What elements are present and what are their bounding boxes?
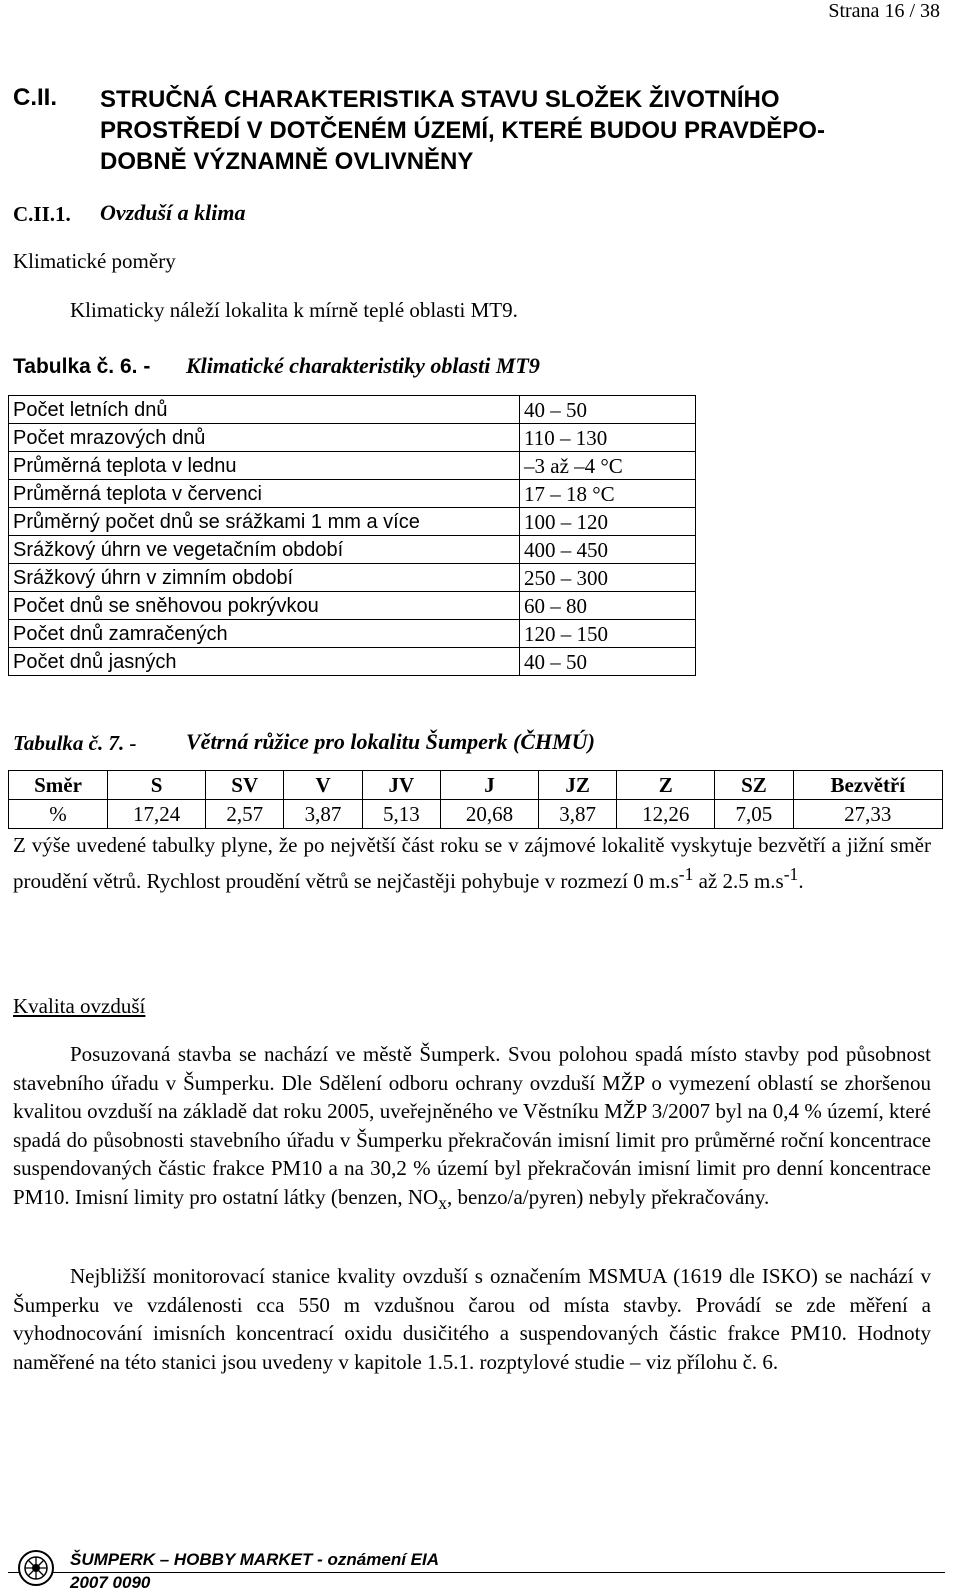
superscript: -1 — [678, 863, 694, 884]
row-value: 110 – 130 — [520, 424, 696, 452]
row-value: 40 – 50 — [520, 648, 696, 676]
row-label: Počet mrazových dnů — [9, 424, 520, 452]
wind-header-cell: S — [108, 771, 206, 800]
row-label: Počet letních dnů — [9, 396, 520, 424]
row-label: Srážkový úhrn v zimním období — [9, 564, 520, 592]
superscript: -1 — [783, 863, 799, 884]
footer-title: ŠUMPERK – HOBBY MARKET - oznámení EIA — [70, 1550, 440, 1569]
wind-header-cell: Z — [617, 771, 715, 800]
row-label: Průměrná teplota v lednu — [9, 452, 520, 480]
row-label: Průměrná teplota v červenci — [9, 480, 520, 508]
row-value: 100 – 120 — [520, 508, 696, 536]
wind-value-cell: 7,05 — [715, 800, 793, 829]
wind-header-cell: SZ — [715, 771, 793, 800]
wind-paragraph-text: Z výše uvedené tabulky plyne, že po největší část roku se v zájmové lokalitě vyskytuje bezvětří a jižní směr proudění větrů. Rychlost proudění větrů se nejčastěji pohybuje v rozmezí 0 m.s — [13, 833, 931, 893]
wind-value-cell: 20,68 — [440, 800, 538, 829]
row-value: 120 – 150 — [520, 620, 696, 648]
climate-heading: Klimatické poměry — [13, 249, 176, 273]
chapter-title-line: DOBNĚ VÝZNAMNĚ OVLIVNĚNY — [100, 148, 474, 175]
wind-value-cell: 2,57 — [206, 800, 284, 829]
footer-code: 2007 0090 — [70, 1573, 151, 1592]
climate-table — [8, 395, 696, 676]
table-row — [9, 536, 696, 564]
wind-paragraph-text: až 2.5 m.s — [693, 868, 784, 893]
wind-paragraph — [13, 831, 931, 895]
air-quality-paragraph — [13, 1040, 931, 1217]
section-number: C.II.1. — [13, 202, 71, 226]
row-value: –3 až –4 °C — [520, 452, 696, 480]
table-row — [9, 396, 696, 424]
table-row — [9, 620, 696, 648]
company-logo-icon — [17, 1549, 55, 1587]
table-row — [9, 564, 696, 592]
wind-value-cell: 17,24 — [108, 800, 206, 829]
wind-rose-table — [8, 770, 943, 829]
row-value: 60 – 80 — [520, 592, 696, 620]
wind-header-cell: V — [284, 771, 362, 800]
table-row — [9, 480, 696, 508]
row-label: Srážkový úhrn ve vegetačním období — [9, 536, 520, 564]
wind-table-value-row — [9, 800, 943, 829]
table-row — [9, 592, 696, 620]
row-value: 400 – 450 — [520, 536, 696, 564]
table-row — [9, 508, 696, 536]
climate-text: Klimaticky náleží lokalita k mírně teplé oblasti MT9. — [70, 298, 518, 322]
air-quality-text: Posuzovaná stavba se nachází ve městě Šumperk. Svou polohou spadá místo stavby pod působnost stavebního úřadu v Šumperku. Dle Sdělení odboru ochrany ovzduší MŽP o vymezení oblastí se zhoršenou kvalitou ovzduší na základě dat roku 2005, uveřejněného ve Věstníku MŽP 3/2007 byl na 0,4 % území, které spadá do působnosti stavebního úřadu v Šumperku překračován imisní limit pro průměrné roční koncentrace suspendovaných částic frakce PM10 a na 30,2 % území byl překračován imisní limit pro denní koncentrace PM10. Imisní limity pro ostatní látky (benzen, NO — [13, 1042, 931, 1209]
wind-header-cell: Směr — [9, 771, 108, 800]
wind-value-cell: 12,26 — [617, 800, 715, 829]
row-label: Počet dnů zamračených — [9, 620, 520, 648]
wind-value-cell: % — [9, 800, 108, 829]
wind-value-cell: 5,13 — [362, 800, 440, 829]
air-quality-text: , benzo/a/pyren) nebyly překračovány. — [446, 1184, 770, 1209]
table7-caption-number: Tabulka č. 7. - — [13, 731, 137, 755]
wind-value-cell: 3,87 — [284, 800, 362, 829]
page-number: Strana 16 / 38 — [828, 0, 940, 22]
wind-value-cell: 3,87 — [538, 800, 616, 829]
section-title: Ovzduší a klima — [100, 200, 246, 225]
row-label: Počet dnů jasných — [9, 648, 520, 676]
wind-header-cell: Bezvětří — [793, 771, 942, 800]
row-label: Průměrný počet dnů se srážkami 1 mm a více — [9, 508, 520, 536]
footer — [70, 1548, 439, 1594]
chapter-title — [100, 84, 945, 177]
wind-table-header-row — [9, 771, 943, 800]
row-label: Počet dnů se sněhovou pokrývkou — [9, 592, 520, 620]
wind-header-cell: J — [440, 771, 538, 800]
chapter-number: C.II. — [13, 84, 58, 111]
table-row — [9, 452, 696, 480]
wind-header-cell: JV — [362, 771, 440, 800]
row-value: 250 – 300 — [520, 564, 696, 592]
table6-caption-title: Klimatické charakteristiky oblasti MT9 — [186, 353, 540, 378]
wind-header-cell: JZ — [538, 771, 616, 800]
subscript: x — [438, 1192, 447, 1213]
monitoring-text: Nejbližší monitorovací stanice kvality ovzduší s označením MSMUA (1619 dle ISKO) se nachází v Šumperku ve vzdálenosti cca 550 m vzdušnou čarou od místa stavby. Provádí se zde měření a vyhodnocování imisních koncentrací oxidu dusičitého a suspendovaných částic frakce PM10. Hodnoty naměřené na této stanici jsou uvedeny v kapitole 1.5.1. rozptylové studie – viz přílohu č. 6. — [13, 1264, 931, 1374]
air-quality-heading: Kvalita ovzduší — [13, 994, 146, 1018]
chapter-title-line: PROSTŘEDÍ V DOTČENÉM ÚZEMÍ, KTERÉ BUDOU PRAVDĚPO- — [100, 117, 825, 144]
wind-value-cell: 27,33 — [793, 800, 942, 829]
wind-header-cell: SV — [206, 771, 284, 800]
chapter-title-line: STRUČNÁ CHARAKTERISTIKA STAVU SLOŽEK ŽIVOTNÍHO — [100, 86, 780, 113]
table-row — [9, 424, 696, 452]
monitoring-paragraph — [13, 1262, 931, 1376]
wind-paragraph-text: . — [798, 868, 804, 893]
row-value: 17 – 18 °C — [520, 480, 696, 508]
table-row — [9, 648, 696, 676]
table7-caption-title: Větrná růžice pro lokalitu Šumperk (ČHMÚ) — [186, 729, 595, 754]
row-value: 40 – 50 — [520, 396, 696, 424]
table6-caption-number: Tabulka č. 6. - — [13, 355, 151, 378]
